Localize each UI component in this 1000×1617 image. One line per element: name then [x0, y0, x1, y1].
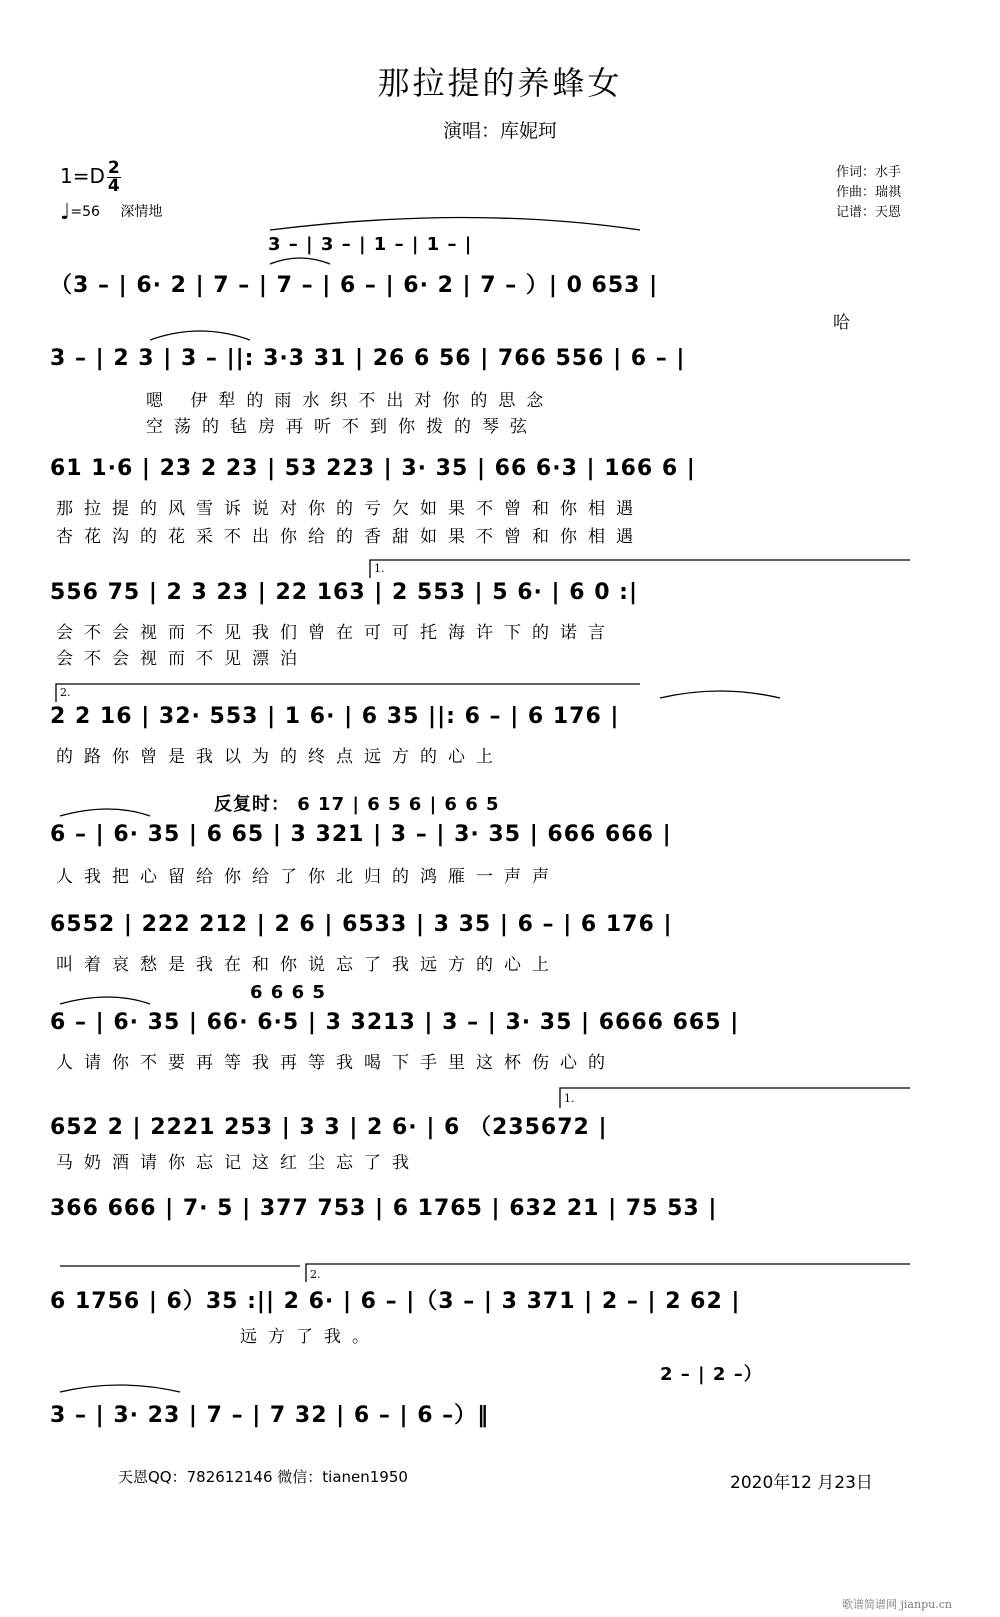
volta-second-label: 2. [60, 686, 71, 699]
lyric-line: 杏花沟的花采不出你给的香甜如果不曾和你相遇 [56, 527, 644, 547]
ornament-line: 6 6 6 5 [250, 982, 326, 1003]
contact-info: 天恩QQ：782612146 微信：tianen1950 [118, 1468, 408, 1486]
score-line: 2 – | 2 –） [660, 1364, 763, 1385]
lyric-line: 哈 [833, 313, 861, 333]
slur-mark [660, 691, 780, 698]
volta-second-label: 2. [310, 1268, 321, 1281]
lyric-line: 人我把心留给你给了你北归的鸿雁一声声 [56, 867, 560, 887]
volta-first-label: 1. [374, 562, 385, 575]
volta-bracket [56, 684, 640, 702]
lyric-line: 会不会视而不见漂泊 [56, 649, 308, 669]
slur-mark [270, 258, 330, 264]
slur-mark [60, 809, 150, 816]
song-title: 那拉提的养蜂女 [377, 64, 623, 102]
slur-mark [150, 331, 250, 340]
score-line: 61 1·6 | 23 2 23 | 53 223 | 3· 35 | 66 6·3 | 166 6 | [50, 456, 696, 481]
score-line: 3 – | 3· 23 | 7 – | 7 32 | 6 – | 6 –）‖ [50, 1403, 490, 1428]
tempo-value: =56 [70, 204, 100, 220]
site-watermark: 歌谱简谱网 jianpu.cn [842, 1598, 952, 1611]
lyric-line: 人请你不要再等我再等我喝下手里这杯伤心的 [56, 1053, 616, 1073]
volta-bracket [560, 1088, 910, 1108]
volta-first-label: 1. [564, 1092, 575, 1105]
slur-mark [270, 218, 640, 231]
lyric-line: 嗯 伊犁的雨水织不出对你的思念 [146, 391, 555, 411]
composer: 作曲：瑞祺 [836, 185, 902, 200]
score-line: 6 – | 6· 35 | 66· 6·5 | 3 3213 | 3 – | 3· 35 | 6666 665 | [50, 1010, 740, 1035]
time-numerator: 2 [107, 158, 120, 178]
singer-line: 演唱：库妮珂 [442, 120, 557, 142]
repeat-variant-line: 反复时： 6 17 | 6 5 6 | 6 6 5 [214, 794, 500, 815]
lyricist: 作词：水手 [836, 165, 902, 180]
score-line: 3 – | 2 3 | 3 – ||: 3·3 31 | 26 6 56 | 766 556 | 6 – | [50, 346, 686, 371]
slur-mark [60, 1385, 180, 1392]
score-line: 3 – | 3 – | 1 – | 1 – | [268, 234, 473, 255]
score-line: 6552 | 222 212 | 2 6 | 6533 | 3 35 | 6 – | 6 176 | [50, 912, 673, 937]
volta-bracket [306, 1264, 910, 1282]
transcriber: 记谱：天恩 [836, 205, 902, 220]
slur-mark [60, 997, 150, 1004]
score-line: 556 75 | 2 3 23 | 22 163 | 2 553 | 5 6· | 6 0 :| [50, 580, 638, 605]
score-line: 366 666 | 7· 5 | 377 753 | 6 1765 | 632 21 | 75 53 | [50, 1196, 718, 1221]
score-line: 6 1756 | 6）35 :|| 2 6· | 6 – |（3 – | 3 371 | 2 – | 2 62 | [50, 1289, 741, 1314]
expression-mark: 深情地 [120, 204, 163, 220]
lyric-line: 会不会视而不见我们曾在可可托海许下的诺言 [56, 623, 616, 643]
score-line: 2 2 16 | 32· 553 | 1 6· | 6 35 ||: 6 – | 6 176 | [50, 704, 620, 729]
score-line: （3 – | 6· 2 | 7 – | 7 – | 6 – | 6· 2 | 7 – ）| 0 653 | [50, 273, 659, 298]
quarter-note-icon: ♩ [60, 200, 71, 225]
lyric-line: 马奶酒请你忘记这红尘忘了我 [56, 1153, 420, 1173]
lyric-line: 那拉提的风雪诉说对你的亏欠如果不曾和你相遇 [56, 499, 644, 519]
date-stamp: 2020年12 月23日 [730, 1473, 873, 1493]
time-denominator: 4 [107, 176, 120, 196]
lyric-line: 的路你曾是我以为的终点远方的心上 [56, 747, 504, 767]
key-text: 1=D [60, 164, 105, 188]
lyric-line: 叫着哀愁是我在和你说忘了我远方的心上 [56, 955, 560, 975]
score-line: 6 – | 6· 35 | 6 65 | 3 321 | 3 – | 3· 35 | 666 666 | [50, 822, 672, 847]
lyric-line: 空荡的毡房再听不到你拨的琴弦 [146, 417, 538, 437]
lyric-line: 远方了我。 [240, 1327, 380, 1347]
volta-bracket [370, 560, 910, 578]
score-line: 652 2 | 2221 253 | 3 3 | 2 6· | 6 （235672 | [50, 1115, 608, 1140]
